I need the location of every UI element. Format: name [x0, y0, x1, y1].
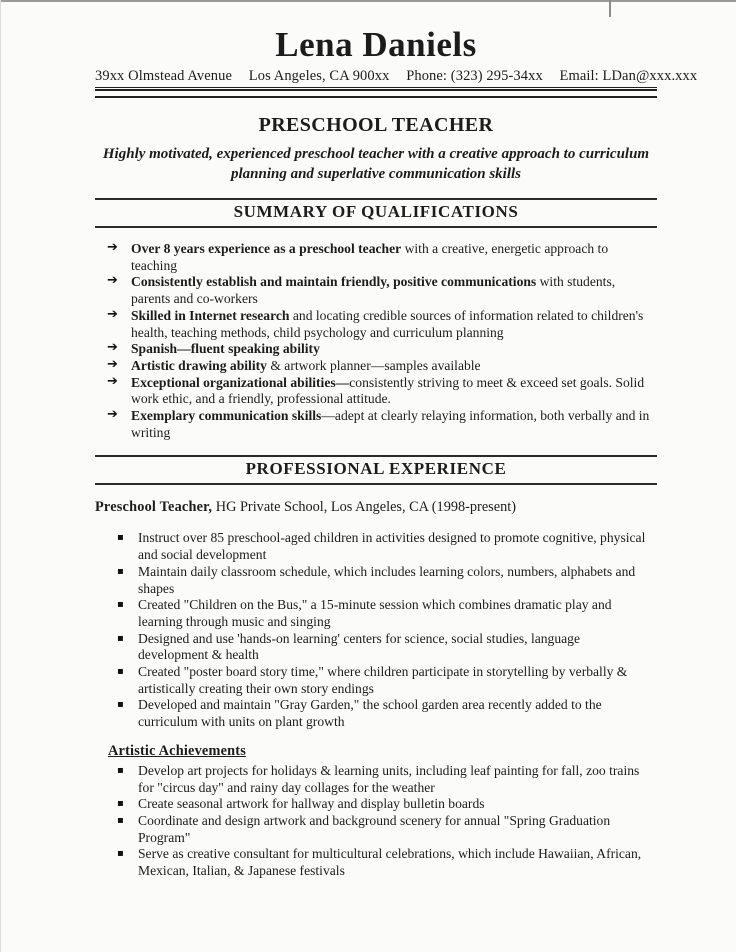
achievement-text: Develop art projects for holidays & learning units, including leaf painting for fall, zoo trains for "circus day" and rainy day collages for the weather — [138, 762, 640, 795]
artistic-achievements-list — [95, 763, 653, 880]
qualification-item — [95, 408, 651, 441]
experience-item — [95, 597, 653, 630]
experience-heading: PROFESSIONAL EXPERIENCE — [245, 459, 507, 479]
qualification-bold: Artistic drawing ability — [131, 357, 267, 373]
achievement-item — [95, 796, 653, 813]
arrow-bullet-icon: ➔ — [107, 373, 118, 389]
qualification-item — [95, 241, 651, 274]
square-bullet-icon: ▪ — [117, 764, 124, 776]
experience-item — [95, 664, 653, 697]
scan-edge-tick — [609, 0, 611, 17]
arrow-bullet-icon: ➔ — [107, 306, 118, 322]
resume-content — [95, 25, 698, 880]
experience-item — [95, 564, 653, 597]
square-bullet-icon: ▪ — [117, 848, 124, 860]
arrow-bullet-icon: ➔ — [107, 273, 118, 289]
square-bullet-icon: ▪ — [117, 632, 124, 644]
qualifications-list — [95, 241, 651, 441]
qualification-bold: Over 8 years experience as a preschool teacher — [131, 241, 402, 256]
qualification-bold: Consistently establish and maintain friendly, positive communications — [131, 274, 537, 290]
scan-edge-top — [0, 0, 736, 2]
qualification-item — [95, 375, 651, 408]
qualification-item — [95, 341, 651, 358]
qualification-bold: Skilled in Internet research — [131, 307, 290, 323]
tagline: Highly motivated, experienced preschool teacher with a creative approach to curriculum planning and superlative communication skills — [102, 146, 650, 182]
contact-line — [95, 68, 698, 85]
contact-double-rule — [95, 87, 657, 91]
qualification-rest: consistently striving to meet & exceed set goals. Solid work ethic, and a friendly, professional attitude. — [131, 374, 645, 407]
qualification-rest: with a creative, energetic approach to teaching — [131, 241, 609, 273]
experience-text: Developed and maintain "Gray Garden," the school garden area recently added to the curriculum with units on plant growth — [138, 697, 602, 730]
section-header-experience — [95, 455, 657, 485]
arrow-bullet-icon: ➔ — [107, 340, 118, 356]
achievement-item — [95, 846, 653, 879]
contact-phone: Phone: (323) 295-34xx — [406, 68, 543, 84]
square-bullet-icon: ▪ — [117, 599, 124, 611]
achievement-item — [95, 763, 653, 796]
qualifications-heading: SUMMARY OF QUALIFICATIONS — [233, 202, 519, 221]
square-bullet-icon: ▪ — [117, 814, 124, 826]
contact-email: Email: LDan@xxx.xxx — [559, 68, 698, 84]
square-bullet-icon: ▪ — [117, 565, 124, 577]
square-bullet-icon: ▪ — [117, 532, 124, 544]
artistic-achievements-heading: Artistic Achievements — [108, 742, 246, 759]
qualification-bold: Exceptional organizational abilities— — [131, 374, 350, 390]
qualification-rest: & artwork planner—samples available — [266, 357, 481, 373]
scan-edge-left — [0, 0, 1, 952]
experience-text: Designed and use 'hands-on learning' centers for science, social studies, language development & health — [138, 630, 581, 663]
experience-item — [95, 697, 653, 730]
experience-text: Maintain daily classroom schedule, which includes learning colors, numbers, alphabets and shapes — [138, 563, 636, 596]
experience-item — [95, 631, 653, 664]
qualification-bold: Exemplary communication skills — [131, 408, 322, 424]
achievement-text: Coordinate and design artwork and background scenery for annual "Spring Graduation Program" — [138, 812, 611, 845]
candidate-name: Lena Daniels — [275, 25, 477, 64]
arrow-bullet-icon: ➔ — [107, 356, 118, 372]
qualification-item — [95, 308, 651, 341]
qualification-item — [95, 358, 651, 375]
experience-text: Created "Children on the Bus," a 15-minute session which combines dramatic play and learning through music and singing — [138, 597, 612, 629]
arrow-bullet-icon: ➔ — [107, 240, 118, 255]
role-employer: HG Private School, Los Angeles, CA (1998-present) — [212, 499, 516, 516]
experience-item — [95, 530, 653, 563]
achievement-text: Create seasonal artwork for hallway and display bulletin boards — [138, 796, 485, 812]
qualification-rest: and locating credible sources of information related to children's health, teaching methods, child psychology and curriculum planning — [131, 307, 644, 340]
contact-address: 39xx Olmstead Avenue — [95, 68, 233, 84]
arrow-bullet-icon: ➔ — [107, 407, 118, 423]
job-role-line — [95, 499, 657, 516]
section-header-qualifications — [95, 198, 657, 228]
square-bullet-icon: ▪ — [117, 699, 124, 711]
square-bullet-icon: ▪ — [117, 798, 124, 810]
experience-text: Created "poster board story time," where children participate in storytelling by verbally & artistically creating their own story endings — [138, 664, 628, 696]
qualification-bold: Spanish—fluent speaking ability — [131, 341, 320, 357]
qualification-rest: —adept at clearly relaying information, both verbally and in writing — [131, 408, 650, 440]
qualification-item — [95, 274, 651, 307]
job-title: PRESCHOOL TEACHER — [258, 114, 494, 136]
square-bullet-icon: ▪ — [117, 666, 124, 678]
achievement-item — [95, 813, 653, 846]
contact-city: Los Angeles, CA 900xx — [248, 68, 390, 84]
experience-text: Instruct over 85 preschool-aged children in activities designed to promote cognitive, physical and social development — [138, 530, 646, 563]
experience-list — [95, 530, 653, 730]
achievement-text: Serve as creative consultant for multicultural celebrations, which include Hawaiian, African, Mexican, Italian, & Japanese festivals — [138, 846, 642, 879]
contact-single-rule — [95, 96, 657, 98]
role-title: Preschool Teacher, — [95, 499, 213, 516]
qualification-rest: with students, parents and co-workers — [131, 274, 616, 307]
